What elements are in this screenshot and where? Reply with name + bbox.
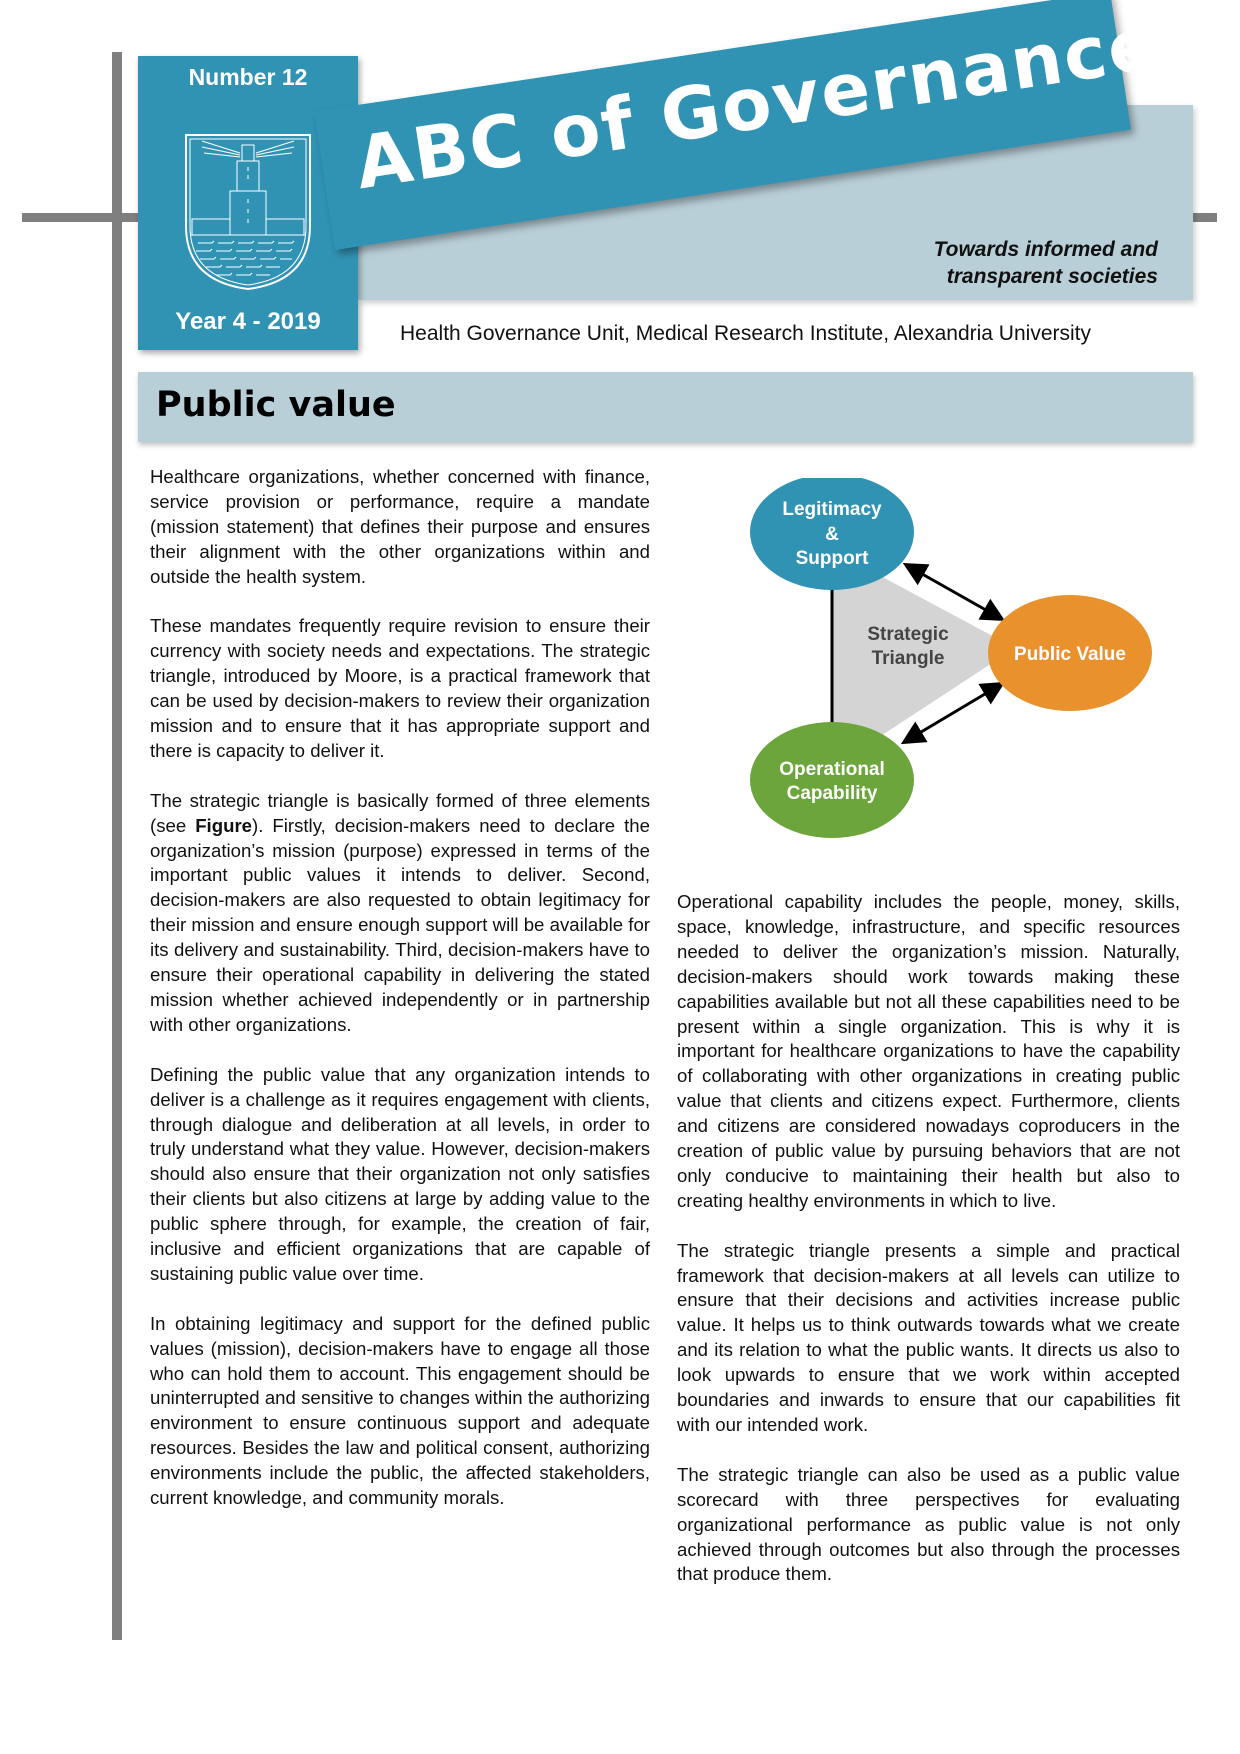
affiliation: Health Governance Unit, Medical Research Institute, Alexandria University (400, 322, 1091, 345)
lighthouse-shield-icon (182, 131, 314, 293)
operational-label-2: Capability (786, 783, 878, 804)
center-label-line-1: Strategic (867, 624, 949, 645)
legitimacy-label-3: Support (795, 548, 869, 569)
vertical-rule (112, 52, 122, 1640)
legitimacy-label-2: & (825, 524, 839, 545)
newsletter-title: ABC of Governance (350, 1, 1165, 206)
left-column (150, 465, 650, 1536)
issue-badge (138, 56, 358, 350)
tagline (934, 236, 1158, 290)
paragraph (150, 789, 650, 1038)
tagline-line-1: Towards informed and (933, 238, 1158, 261)
paragraph: The strategic triangle presents a simple and practical framework that decision-makers at all levels can utilize to ensure that their decisions and activities increase public value. It helps us to think outwards towards what we create and its relation to what the public wants. It directs us also to look upwards to ensure that we work within accepted boundaries and inwards to ensure that our capabilities fit with our intended work. (677, 1239, 1180, 1436)
right-column (677, 890, 1180, 1612)
paragraph: Defining the public value that any organization intends to deliver is a challenge as it requires engagement with clients, through dialogue and deliberation at all levels, in order to truly understand what they value. However, decision-makers should also ensure that their organization not only satisfies their clients but also citizens at large by adding value to the public sphere through, for example, the creation of fair, inclusive and efficient organizations that are capable of sustaining public value over time. (150, 1063, 650, 1284)
paragraph: Operational capability includes the people, money, skills, space, knowledge, infrastructure, and specific resources needed to deliver the organization’s mission. Naturally, decision-makers should work towards making these capabilities available but not all these capabilities need to be present within a single organization. This is why it is important for healthcare organizations to have the capability of collaborating with other organizations in creating public value that clients and citizens expect. Furthermore, clients and citizens are considered nowadays coproducers in the creation of public value by pursuing behaviors that are not only conducive to maintaining their health but also to creating healthy environments in which to live. (677, 891, 1180, 1211)
paragraph-text: ). Firstly, decision-makers need to declare the organization’s mission (purpose) expressed in terms of the important public values it intends to deliver. Second, decision-makers are also requested to obtain legitimacy for their mission and ensure enough support will be available for its delivery and sustainability. Third, decision-makers have to ensure their operational capability in delivering the stated mission whether achieved independently or in partnership with other organizations. (150, 814, 650, 1035)
legitimacy-label-1: Legitimacy (782, 499, 882, 520)
issue-number: Number 12 (188, 64, 308, 90)
section-heading: Public value (156, 385, 396, 425)
paragraph-text: The strategic triangle is basically formed of three elements (see (150, 789, 650, 836)
strategic-triangle-figure (740, 478, 1160, 848)
paragraph: In obtaining legitimacy and support for the defined public values (mission), decision-makers have to engage all those who can hold them to account. This engagement should be uninterrupted and sensitive to changes within the authorizing environment to ensure continuous support and adequate resources. Besides the law and political consent, authorizing environments include the public, the affected stakeholders, current knowledge, and community morals. (150, 1312, 650, 1509)
figure-reference: Figure (195, 814, 253, 836)
center-label-line-2: Triangle (871, 648, 945, 669)
public-value-label: Public Value (1014, 644, 1126, 665)
paragraph: Healthcare organizations, whether concerned with finance, service provision or performance, require a mandate (mission statement) that defines their purpose and ensures their alignment with the other organizations within and outside the health system. (150, 466, 650, 587)
tagline-line-2: transparent societies (946, 265, 1158, 288)
section-heading-bar (138, 372, 1193, 442)
node-operational (750, 722, 914, 838)
paragraph: These mandates frequently require revision to ensure their currency with society needs and expectations. The strategic triangle, introduced by Moore, is a practical framework that can be used by decision-makers to review their organization mission and to ensure that it has appropriate support and there is capacity to deliver it. (150, 615, 650, 761)
paragraph: The strategic triangle can also be used as a public value scorecard with three perspectives for evaluating organizational performance as public value is not only achieved through outcomes but also through the processes that produce them. (677, 1463, 1180, 1585)
operational-label-1: Operational (779, 759, 885, 780)
issue-year: Year 4 - 2019 (175, 308, 321, 335)
